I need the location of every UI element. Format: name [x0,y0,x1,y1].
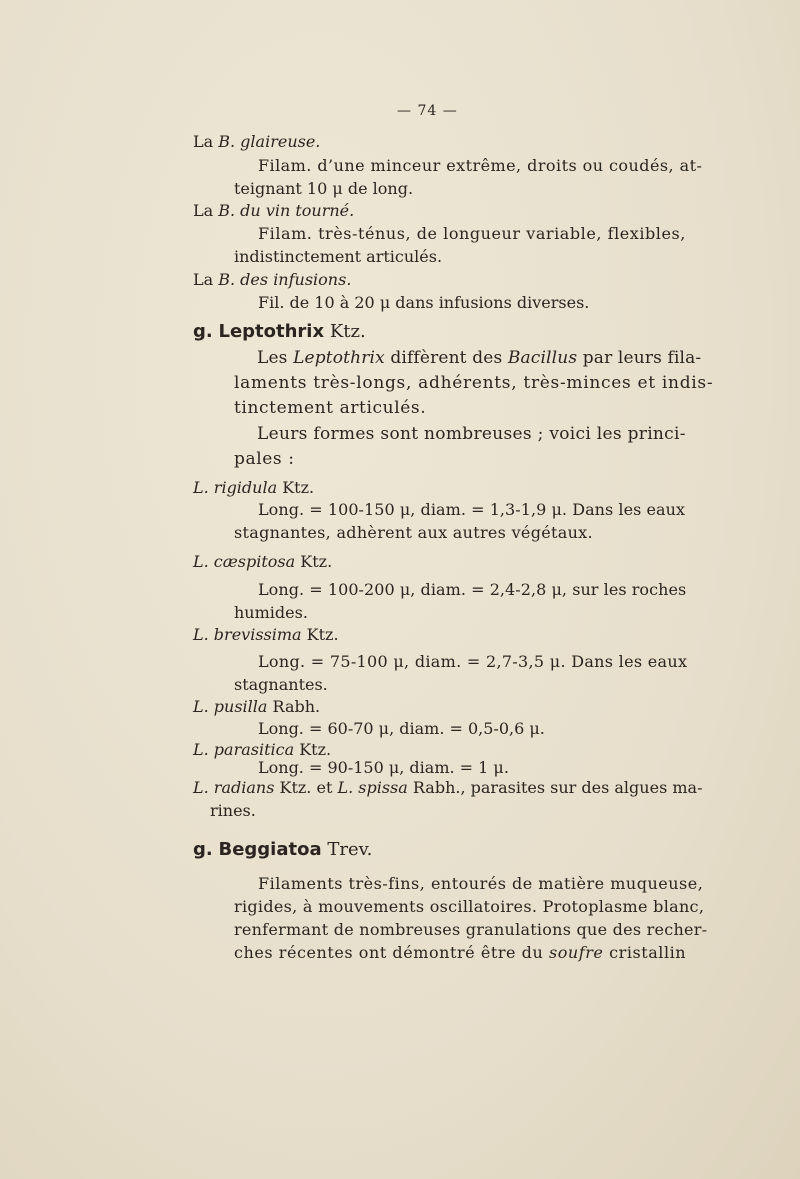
species-radians-spissa-title [193,778,702,798]
text: diffèrent des [384,348,508,368]
species-brevissima-title [193,625,339,645]
species-name: B. des infusions. [218,270,352,289]
entry-vin-title [193,201,354,221]
species-caespitosa-title [193,552,332,572]
species-brevissima-text: Long. = 75-100 μ, diam. = 2,7-3,5 μ. Dans les eaux [258,652,688,671]
text: ches récentes ont démontré être du [234,943,549,962]
genus-heading-leptothrix [193,321,366,343]
title-prefix: La [193,132,219,151]
species-name: L. spissa [337,778,408,797]
genus-author: Trev. [327,839,373,860]
leptothrix-intro-text: Leurs formes sont nombreuses ; voici les princi- [257,424,686,444]
species-author: Ktz. [301,625,339,644]
entry-vin-text: indistinctement articulés. [234,247,443,266]
species-brevissima-text: stagnantes. [234,675,328,694]
leptothrix-intro-text: tinctement articulés. [234,398,427,418]
beggiatoa-text: Filaments très-fins, entourés de matière muqueuse, [258,874,704,893]
genus-name: Leptothrix [218,321,325,342]
entry-glaireuse-text: teignant 10 μ de long. [234,179,414,198]
species-parasitica-title [193,740,331,760]
text: par leurs fila- [577,348,702,368]
species-name: L. parasitica [193,740,295,759]
leptothrix-intro-text: pales : [234,449,295,469]
beggiatoa-text: rigides, à mouvements oscillatoires. Protoplasme blanc, [234,897,705,916]
entry-vin-text: Filam. très-ténus, de longueur variable, flexibles, [258,224,686,243]
leptothrix-intro-text [257,348,701,368]
genus-abbrev: g. [193,839,213,860]
species-author: Rabh. [267,697,321,716]
entry-glaireuse-text: Filam. d’une minceur extrême, droits ou coudés, at- [258,156,703,175]
genus-author: Ktz. [329,321,366,342]
entry-infusions-text: Fil. de 10 à 20 μ dans infusions diverses. [258,293,590,312]
species-radians-spissa-text: rines. [210,801,256,820]
species-caespitosa-text: Long. = 100-200 μ, diam. = 2,4-2,8 μ, sur les roches [258,580,687,599]
genus-abbrev: g. [193,321,213,342]
species-author: Ktz. [295,552,333,571]
entry-infusions-title [193,270,351,290]
species-pusilla-title [193,697,320,717]
species-caespitosa-text: humides. [234,603,308,622]
species-rigidula-text: Long. = 100-150 μ, diam. = 1,3-1,9 μ. Dans les eaux [258,500,686,519]
species-name: B. du vin tourné. [218,201,355,220]
species-author: Ktz. [294,740,332,759]
species-text: Rabh., parasites sur des algues ma- [407,778,703,797]
species-author: Ktz. [277,478,315,497]
beggiatoa-text: renfermant de nombreuses granulations que des recher- [234,920,708,939]
genus-heading-beggiatoa [193,839,372,861]
species-parasitica-text: Long. = 90-150 μ, diam. = 1 μ. [258,758,509,777]
italic-term: soufre [548,943,604,962]
text: cristallin [603,943,687,962]
title-prefix: La [193,270,219,289]
text: Les [257,348,294,368]
genus-italic: Leptothrix [293,348,385,368]
species-name: L. brevissima [193,625,302,644]
species-name: L. radians [193,778,275,797]
species-name: L. cæspitosa [193,552,296,571]
species-name: L. pusilla [193,697,268,716]
species-name: B. glaireuse. [218,132,321,151]
genus-italic: Bacillus [507,348,578,368]
species-name: L. rigidula [193,478,278,497]
entry-glaireuse-title [193,132,320,152]
genus-name: Beggiatoa [218,839,322,860]
species-pusilla-text: Long. = 60-70 μ, diam. = 0,5-0,6 μ. [258,719,545,738]
beggiatoa-text [234,943,686,963]
leptothrix-intro-text: laments très-longs, adhérents, très-minces et indis- [234,373,714,393]
species-rigidula-text: stagnantes, adhèrent aux autres végétaux. [234,523,593,542]
title-prefix: La [193,201,219,220]
species-author: Ktz. et [274,778,338,797]
species-rigidula-title [193,478,314,498]
page-number: — 74 — [397,103,458,119]
